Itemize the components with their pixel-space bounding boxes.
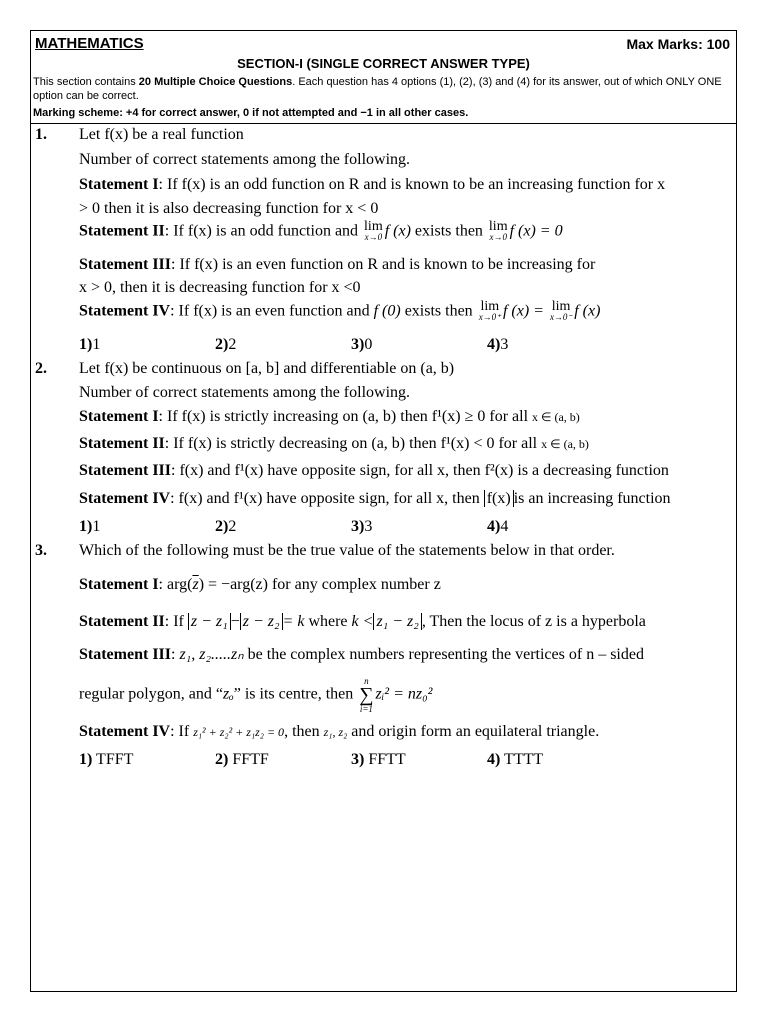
statement-text: where: [308, 613, 348, 630]
header-divider: [31, 123, 736, 124]
statement-text: ” is its centre, then: [233, 685, 354, 703]
statement-text: ) = −arg(z) for any complex number z: [198, 576, 441, 593]
statement-4: [79, 490, 671, 508]
question-instruction: Number of correct statements among the following.: [79, 384, 411, 401]
statement-text: : If: [170, 723, 190, 740]
option-number: 2): [215, 518, 229, 535]
lim-sub: x→0: [364, 232, 383, 242]
math-op: −: [230, 613, 240, 630]
option-4[interactable]: [487, 518, 508, 536]
statement-3: [79, 644, 644, 664]
option-2[interactable]: [215, 336, 236, 354]
statement-label: Statement I: [79, 408, 159, 425]
statement-label: Statement II: [79, 222, 165, 240]
option-3[interactable]: [351, 518, 372, 536]
abs-expr: z − z₁: [188, 613, 231, 630]
statement-text: is an increasing function: [513, 490, 671, 507]
option-value: 4: [500, 518, 509, 535]
question-stem: Which of the following must be the true value of the statements below in that order.: [79, 542, 615, 559]
statement-label: Statement IV: [79, 723, 171, 740]
question-number: 3.: [35, 542, 47, 559]
math-fx: f (x) =: [502, 302, 544, 320]
math-fx: f (x): [574, 302, 601, 320]
statement-text: : If f(x) is an even function and: [170, 302, 370, 320]
option-4[interactable]: [487, 751, 543, 769]
subject-title: MATHEMATICS: [35, 35, 144, 52]
option-3[interactable]: [351, 336, 372, 354]
statement-1-cont: > 0 then it is also decreasing function for x < 0: [79, 200, 379, 217]
option-value: 1: [92, 336, 101, 353]
sum-sigma: ∑: [359, 684, 374, 706]
abs-expr: f(x): [484, 490, 514, 507]
option-number: 4): [487, 751, 501, 768]
statement-label: Statement I: [79, 576, 159, 593]
option-number: 4): [487, 518, 501, 535]
statement-text: : If f(x) is an odd function and: [164, 222, 359, 240]
math-vars: z₁, z₂.....zₙ: [179, 646, 244, 663]
option-2[interactable]: [215, 518, 236, 536]
option-3[interactable]: [351, 751, 406, 769]
question-number: 1.: [35, 126, 47, 143]
option-value: 0: [364, 336, 373, 353]
math-domain: x ∈ (a, b): [541, 437, 589, 451]
limit-expr: [550, 301, 572, 323]
statement-2: [79, 435, 589, 453]
section-title: SECTION-I (SINGLE CORRECT ANSWER TYPE): [237, 56, 530, 71]
intro-pre: This section contains: [33, 76, 139, 88]
intro-bold: 20 Multiple Choice Questions: [138, 76, 293, 88]
lim-word: lim: [488, 219, 508, 234]
statement-label: Statement I: [79, 176, 159, 193]
option-number: 4): [487, 336, 501, 353]
option-2[interactable]: [215, 751, 269, 769]
question-number: 2.: [35, 360, 47, 377]
statement-text: : If f(x) is strictly increasing on (a, b) then: [158, 408, 428, 425]
option-number: 3): [351, 518, 365, 535]
lim-word: lim: [551, 299, 571, 314]
question-stem: Let f(x) be a real function: [79, 126, 244, 143]
statement-text: : f(x) and f¹(x) have opposite sign, for all x, then: [170, 490, 480, 507]
option-number: 1): [79, 751, 93, 768]
statement-text: : f(x) and f¹(x) have opposite sign, for all x, then f²(x) is a decreasing function: [171, 462, 669, 479]
statement-label: Statement IV: [79, 490, 171, 507]
math-expr: zᵢ² = nz₀²: [375, 685, 433, 703]
sum-upper: n: [364, 676, 369, 686]
math-fx: f (x) = 0: [509, 222, 563, 240]
lim-sub: x→0⁺: [478, 312, 501, 322]
option-value: TTTT: [504, 751, 544, 768]
math-vars: z₁, z₂: [323, 725, 348, 739]
intro-post: . Each question has 4 options (1), (2), (3) and (4) for its answer, out of which ONLY ONE option can be correct.: [33, 76, 722, 102]
statement-2: [79, 613, 646, 631]
math-fx: f (x): [384, 222, 411, 240]
statement-3-cont: x > 0, then it is decreasing function for x <0: [79, 279, 361, 296]
limit-expr: [489, 221, 508, 243]
statement-1: [79, 176, 665, 194]
math-zbar: $\overline{z}$: [192, 576, 199, 593]
statement-text: be the complex numbers representing the vertices of n – sided: [247, 646, 644, 663]
abs-expr: z₁ − z₂: [373, 613, 421, 630]
question-instruction: Number of correct statements among the following.: [79, 151, 411, 168]
option-value: 2: [228, 336, 237, 353]
option-value: 1: [92, 518, 101, 535]
option-number: 2): [215, 751, 229, 768]
option-number: 1): [79, 518, 93, 535]
option-value: 3: [364, 518, 373, 535]
statement-text: , Then the locus of z is a hyperbola: [421, 613, 646, 630]
statement-3: [79, 462, 669, 480]
statement-text: exists then: [414, 222, 483, 240]
option-1[interactable]: [79, 518, 100, 536]
max-marks: Max Marks: 100: [626, 36, 730, 52]
math-eqn: z₁² + z₂² + z₁z₂ = 0: [193, 725, 285, 739]
statement-1: [79, 576, 441, 594]
statement-text: : If: [164, 613, 184, 630]
statement-4: [79, 723, 599, 741]
statement-3-cont: [79, 676, 432, 714]
statement-label: Statement III: [79, 462, 171, 479]
math-expr: = k: [282, 613, 305, 630]
option-value: FFTF: [232, 751, 269, 768]
option-number: 3): [351, 336, 365, 353]
option-value: TFFT: [96, 751, 134, 768]
math-domain: x ∈ (a, b): [532, 410, 580, 424]
lim-word: lim: [480, 299, 500, 314]
lim-word: lim: [364, 219, 383, 234]
statement-text: and origin form an equilateral triangle.: [351, 723, 600, 740]
lim-sub: x→0⁻: [549, 312, 573, 322]
limit-expr: [364, 221, 383, 243]
option-4[interactable]: [487, 336, 508, 354]
option-number: 3): [351, 751, 365, 768]
summation: [359, 676, 373, 714]
option-number: 2): [215, 336, 229, 353]
statement-label: Statement II: [79, 435, 165, 452]
statement-text: : If f(x) is strictly decreasing on (a, b) then: [164, 435, 437, 452]
statement-3: [79, 256, 595, 274]
statement-1: [79, 408, 580, 426]
statement-label: Statement II: [79, 613, 165, 630]
statement-text: , then: [284, 723, 320, 740]
statement-label: Statement IV: [79, 302, 171, 320]
statement-text: exists then: [404, 302, 473, 320]
statement-text: : arg(: [158, 576, 193, 593]
option-value: 2: [228, 518, 237, 535]
statement-text: regular polygon, and “: [79, 685, 223, 703]
statement-label: Statement III: [79, 256, 171, 273]
marking-scheme: Marking scheme: +4 for correct answer, 0 if not attempted and −1 in all other cases.: [33, 107, 469, 119]
option-1[interactable]: [79, 751, 133, 769]
math-expr: f¹(x) ≥ 0 for all: [431, 408, 529, 425]
statement-text: :: [171, 646, 176, 663]
sum-lower: i=1: [359, 704, 373, 714]
section-intro: [33, 75, 733, 103]
statement-label: Statement III: [79, 646, 171, 663]
math-zo: zₒ: [222, 685, 234, 703]
option-number: 1): [79, 336, 93, 353]
statement-text: : If f(x) is an odd function on R and is known to be an increasing function for x: [158, 176, 666, 193]
statement-4: [79, 301, 600, 323]
option-value: 3: [500, 336, 509, 353]
statement-text: : If f(x) is an even function on R and is known to be increasing for: [171, 256, 596, 273]
question-stem: Let f(x) be continuous on [a, b] and differentiable on (a, b): [79, 360, 455, 377]
abs-expr: z − z₂: [240, 613, 283, 630]
lim-sub: x→0: [489, 232, 507, 242]
option-value: FFTT: [368, 751, 406, 768]
question-paper: [30, 30, 737, 992]
option-1[interactable]: [79, 336, 100, 354]
math-expr: k <: [351, 613, 374, 630]
math-expr: f¹(x) < 0 for all: [440, 435, 538, 452]
statement-2: [79, 221, 563, 243]
math-f0: f (0): [373, 302, 401, 320]
limit-expr: [479, 301, 501, 323]
